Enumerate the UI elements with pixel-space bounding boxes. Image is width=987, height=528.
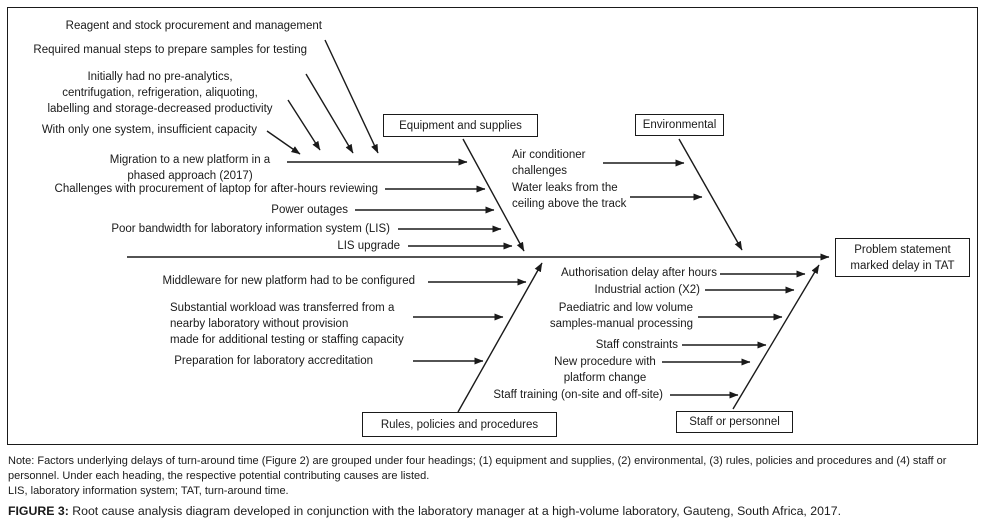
equipment-category-label: Equipment and supplies	[399, 119, 522, 132]
environmental-category-box	[635, 114, 724, 136]
cause-water-leaks-line-2: ceiling above the track	[512, 198, 627, 210]
cause-pre-analytics-line-1: Initially had no pre-analytics,	[87, 71, 233, 83]
cause-migration-line-1: Migration to a new platform in a	[109, 154, 271, 166]
cause-one-system-label: With only one system, insufficient capacity	[41, 124, 257, 136]
cause-constraints-label: Staff constraints	[595, 339, 678, 351]
figure-caption	[8, 504, 980, 519]
cause-reagent-label: Reagent and stock procurement and management	[65, 20, 322, 32]
staff-category-label: Staff or personnel	[689, 416, 780, 428]
cause-workload-line-3: made for additional testing or staffing capacity	[170, 334, 404, 346]
problem-statement-line-2: marked delay in TAT	[850, 259, 955, 272]
cause-power-label: Power outages	[271, 204, 348, 216]
cause-air-conditioner-line-2: challenges	[512, 165, 567, 177]
cause-pre-analytics-line-3: labelling and storage-decreased productivity	[47, 103, 273, 115]
rules-category-box	[362, 412, 557, 437]
staff-branch-line	[733, 265, 819, 409]
problem-statement-line-1: Problem statement	[854, 243, 951, 256]
arrow-one-system	[267, 131, 300, 154]
note-text: Note: Factors underlying delays of turn-around time (Figure 2) are grouped under four headings; (1) equipment and supplies, (2) environmental, (3) rules, policies and procedures and (4) staff or personnel. Under each heading, the respective potential contributing causes are listed.	[8, 455, 947, 482]
cause-workload-label	[170, 300, 404, 348]
cause-lis-upgrade-label: LIS upgrade	[337, 240, 400, 252]
figure-caption-text: Root cause analysis diagram developed in conjunction with the laboratory manager at a high-volume laboratory, Gauteng, South Africa, 2017.	[68, 503, 842, 518]
cause-paediatric-line-2: samples-manual processing	[549, 318, 693, 330]
cause-paediatric-label	[550, 300, 693, 332]
figure-notes	[8, 454, 980, 519]
cause-air-conditioner-line-1: Air conditioner	[512, 149, 586, 161]
cause-new-procedure-line-1: New procedure with	[554, 356, 656, 368]
abbreviation-note: LIS, laboratory information system; TAT, turn-around time.	[8, 485, 289, 497]
rules-category-label: Rules, policies and procedures	[380, 418, 539, 431]
cause-training-label: Staff training (on-site and off-site)	[493, 389, 663, 401]
cause-new-procedure-line-2: platform change	[563, 372, 647, 384]
cause-pre-analytics-line-2: centrifugation, refrigeration, aliquoting,	[62, 87, 258, 99]
environmental-category-label: Environmental	[642, 119, 717, 131]
cause-water-leaks-label	[512, 180, 626, 212]
cause-workload-line-1: Substantial workload was transferred from a	[170, 302, 395, 314]
cause-laptop-label: Challenges with procurement of laptop for after-hours reviewing	[54, 183, 378, 195]
cause-accreditation-label: Preparation for laboratory accreditation	[174, 355, 373, 367]
equipment-category-box	[383, 114, 538, 137]
cause-paediatric-line-1: Paediatric and low volume	[558, 302, 693, 314]
cause-manual-steps-label: Required manual steps to prepare samples for testing	[33, 44, 307, 56]
cause-new-procedure-label	[530, 354, 680, 386]
environmental-branch-line	[679, 139, 742, 250]
arrow-reagent	[325, 40, 378, 153]
figure-caption-label: FIGURE 3:	[8, 503, 69, 518]
cause-workload-line-2: nearby laboratory without provision	[170, 318, 349, 330]
cause-water-leaks-line-1: Water leaks from the	[512, 182, 618, 194]
cause-industrial-label: Industrial action (X2)	[594, 284, 700, 296]
cause-pre-analytics-label	[25, 69, 295, 117]
cause-bandwidth-label: Poor bandwidth for laboratory information system (LIS)	[111, 223, 390, 235]
cause-air-conditioner-label	[512, 147, 586, 179]
staff-category-box	[676, 411, 793, 433]
cause-authorisation-label: Authorisation delay after hours	[561, 267, 717, 279]
cause-migration-line-2: phased approach (2017)	[127, 170, 253, 182]
cause-migration-label	[90, 152, 290, 184]
cause-middleware-label: Middleware for new platform had to be configured	[162, 275, 415, 287]
problem-statement-box	[835, 238, 970, 277]
